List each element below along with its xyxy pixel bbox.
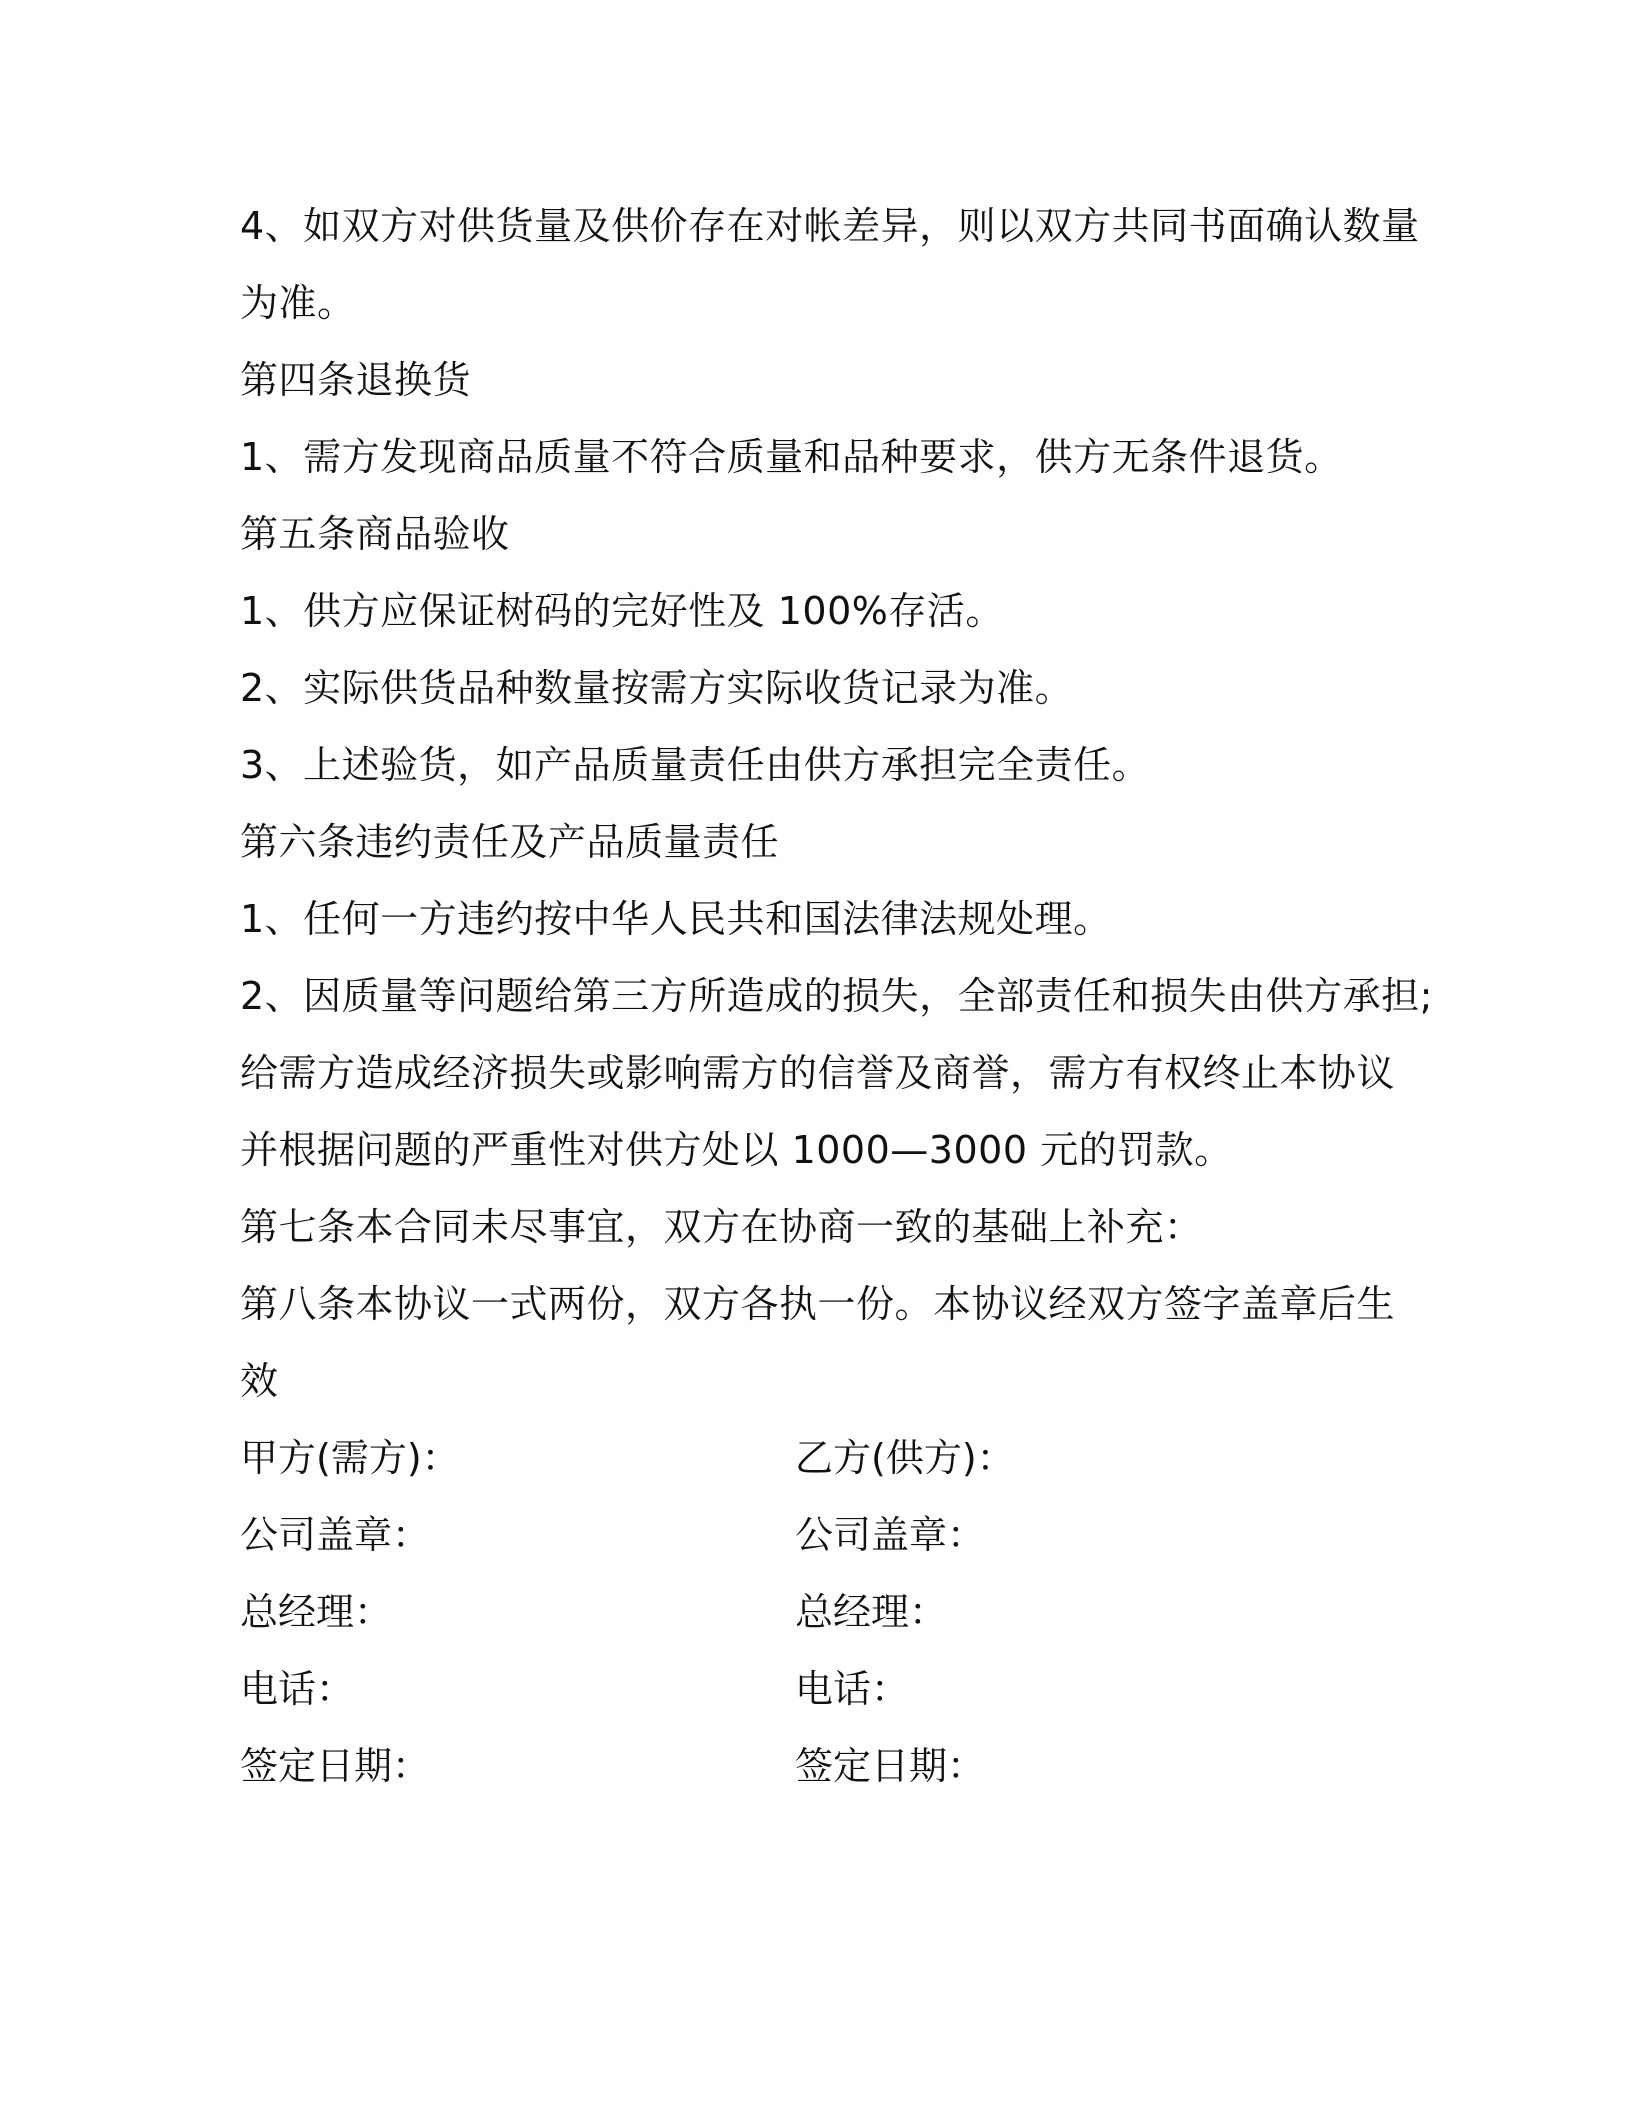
signature-row-party [240,1420,1410,1497]
document-body [240,188,1433,1805]
party-a-date-label: 签定日期： [240,1744,431,1788]
clause-line: 并根据问题的严重性对供方处以 1000—3000 元的罚款。 [240,1128,1233,1172]
section-heading: 第五条商品验收 [240,512,510,556]
clause-line: 效 [240,1359,279,1403]
signature-row-phone [240,1651,1410,1728]
section-heading: 第七条本合同未尽事宜，双方在协商一致的基础上补充： [240,1205,1203,1249]
clause-line: 2、实际供货品种数量按需方实际收货记录为准。 [240,666,1074,710]
party-a-seal-label: 公司盖章： [240,1513,431,1557]
clause-line: 1、任何一方违约按中华人民共和国法律法规处理。 [240,897,1112,941]
signature-row-date [240,1728,1410,1805]
clause-line: 3、上述验货，如产品质量责任由供方承担完全责任。 [240,743,1151,787]
party-a-manager-label: 总经理： [240,1590,393,1634]
clause-line: 给需方造成经济损失或影响需方的信誉及商誉，需方有权终止本协议 [240,1051,1396,1095]
party-b-date-label: 签定日期： [795,1744,986,1788]
party-a-phone-label: 电话： [240,1667,355,1711]
clause-line: 4、如双方对供货量及供价存在对帐差异，则以双方共同书面确认数量 [240,204,1420,248]
clause-line: 1、供方应保证树码的完好性及 100%存活。 [240,589,1004,633]
clause-line: 为准。 [240,281,356,325]
clause-line: 2、因质量等问题给第三方所造成的损失，全部责任和损失由供方承担; [240,974,1433,1018]
signature-row-manager [240,1574,1410,1651]
clause-line: 1、需方发现商品质量不符合质量和品种要求，供方无条件退货。 [240,435,1343,479]
section-heading: 第八条本协议一式两份，双方各执一份。本协议经双方签字盖章后生 [240,1282,1396,1326]
party-b-label: 乙方(供方)： [795,1436,1015,1480]
party-b-manager-label: 总经理： [795,1590,948,1634]
party-b-seal-label: 公司盖章： [795,1513,986,1557]
signature-row-seal [240,1497,1410,1574]
section-heading: 第六条违约责任及产品质量责任 [240,820,780,864]
section-heading: 第四条退换货 [240,358,472,402]
party-a-label: 甲方(需方)： [240,1436,460,1480]
party-b-phone-label: 电话： [795,1667,910,1711]
